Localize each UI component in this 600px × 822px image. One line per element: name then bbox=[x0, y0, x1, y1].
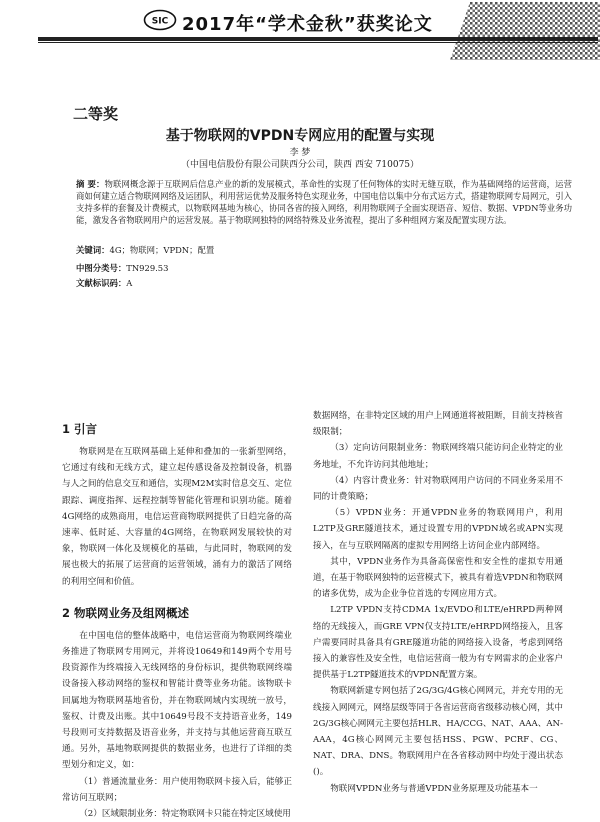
abstract-label: 摘 要： bbox=[76, 179, 105, 189]
paper-affiliation: （中国电信股份有限公司陕西分公司，陕西 西安 710075） bbox=[180, 160, 420, 170]
banner-title: 2017年“学术金秋”获奖论文 bbox=[182, 14, 433, 35]
right-paragraph-5: 物联网VPDN业务与普通VPDN业务原理及功能基本一 bbox=[330, 783, 538, 794]
award-level: 二等奖 bbox=[73, 105, 119, 123]
right-paragraph-3: L2TP VPDN支持CDMA 1x/EVDO和LTE/eHRPD两种网络的无线接入，而GRE VPN仅支持LTE/eHRPD网络接入，且客户需要同时具备具有GRE隧道功能的网络接入设备，考虑到网络接入的兼容性及安全性，电信运营商一般为有专网需求的企业客户提供基于L2TP隧道技术的VPDN配置方案。 bbox=[313, 605, 563, 681]
clc-value: TN929.53 bbox=[126, 263, 169, 273]
right-paragraph-continued: 数据网络，在非特定区域的用户上网通道将被阻断，目前支持核省级限制； bbox=[313, 411, 563, 438]
banner-rule-thick bbox=[38, 37, 598, 41]
sic-logo-icon bbox=[143, 9, 177, 31]
right-item-5: （5）VPDN业务：开通VPDN业务的物联网用户，利用L2TP及GRE隧道技术，通过设置专用的VPDN域名或APN实现接入，在与互联网隔离的虚拟专用网络上访问企业内部网络。 bbox=[313, 508, 563, 551]
section-2-paragraph: 在中国电信的整体战略中，电信运营商为物联网终端业务推进了物联网专用网元，并将设10649和149两个专用号段资源作为终端接入无线网络的身份标识，提供物联网终端设备接入移动网络的鉴权和智能计费等业务功能。该物联卡回属地为物联网基地省份，并在物联网域内实现统一放号，鉴权、计费及出账。其中10649号段不支持语音业务，149号段则可支持数据及语音业务，并支持与其他运营商互联互通。另外，基地物联网提供的数据业务，也进行了详细的类型划分和定义，如： bbox=[62, 630, 292, 771]
section-2-item-1: （1）普通流量业务：用户使用物联网卡接入后，能够正常访问互联网； bbox=[62, 776, 292, 803]
right-paragraph-4: 物联网新建专网包括了2G/3G/4G核心网网元，并充专用的无线接入网网元，网络层级等同于各省运营商省级移动核心网，其中2G/3G核心网网元主要包括HLR、HA/CCG、NAT、AAA、AN-AAA，4G核心网网元主要包括HSS、PGW、PCRF、CG、NAT、DRA、DNS。物联网用户在各省移动网中均处于漫出状态()。 bbox=[313, 686, 563, 778]
keywords-text: 4G；物联网；VPDN；配置 bbox=[109, 245, 215, 255]
doc-code-label: 文献标识码： bbox=[76, 278, 127, 288]
abstract bbox=[76, 178, 572, 226]
banner-rule-thin bbox=[38, 42, 598, 43]
section-1-heading: 1 引言 bbox=[62, 422, 98, 436]
right-item-4: （4）内容计费业务：针对物联网用户访问的不同业务采用不同的计费策略； bbox=[313, 475, 563, 503]
paper-title: 基于物联网的VPDN专网应用的配置与实现 bbox=[165, 128, 435, 144]
body-column-left bbox=[62, 418, 292, 822]
right-paragraph-2: 其中，VPDN业务作为具备高保密性和安全性的虚拟专用通道，在基于物联网独特的运营模式下，被具有着选VPDN和物联网的诸多优势，成为企业争位首选的专网应用方式。 bbox=[313, 556, 563, 600]
journal-banner bbox=[0, 0, 600, 62]
body-column-right bbox=[313, 408, 563, 797]
clc-line bbox=[76, 262, 168, 274]
svg-text:SIC: SIC bbox=[151, 16, 169, 27]
abstract-text: 物联网概念源于互联网后信息产业的新的发展模式，革命性的实现了任何物体的实时无缝互联，作为基础网络的运营商，运营商如何建立适合物联网网络及运团队，利用营运优势及服务特色实现业务，中国电信以集中分布式运方式，搭建物联网专局网元，引入支持多样的套餐及计费模式，以物联网基地为核心，协同各省的接入网络，利用物联网子全面实现语音、短信、数据、VPDN等业务功能，激发各省物联网用户的运营发展。基于物联网独特的网络特殊及业务流程，提出了多种组网方案及配置实现方法。 bbox=[76, 179, 572, 225]
section-2-item-2: （2）区域限制业务：特定物联网卡只能在特定区域使用 bbox=[79, 809, 291, 820]
clc-label: 中图分类号： bbox=[76, 263, 127, 273]
keywords-line bbox=[76, 244, 214, 256]
decorative-hatch-pattern bbox=[450, 2, 600, 60]
section-2-heading: 2 物联网业务及组网概述 bbox=[62, 605, 190, 620]
doc-code-value: A bbox=[126, 278, 133, 288]
section-1-paragraph: 物联网是在互联网基础上延伸和叠加的一张新型网络，它通过有线和无线方式，建立起传感设备及控制设备，机器与人之间的信息交互和通信，实现M2M实时信息交互、定位跟踪、调度指挥、远程控制等智能化管理和识别功能。随着4G网络的成熟商用，电信运营商物联网提供了日趋完备的高速率、低时延、大容量的4G网络，在物联网发展较快的对象，物联网一体化及规模化的基础，与此同时，物联网的发展也极大的拓展了运营商的运营领域，涌有力的激活了网络的利用空间和价值。 bbox=[62, 447, 292, 587]
paper-author: 李 梦 bbox=[289, 148, 311, 158]
keywords-label: 关键词： bbox=[76, 245, 110, 255]
right-item-3: （3）定向访问限制业务：物联网终端只能访问企业特定的业务地址，不允许访问其他地址； bbox=[313, 443, 563, 470]
doc-code-line bbox=[76, 277, 132, 289]
